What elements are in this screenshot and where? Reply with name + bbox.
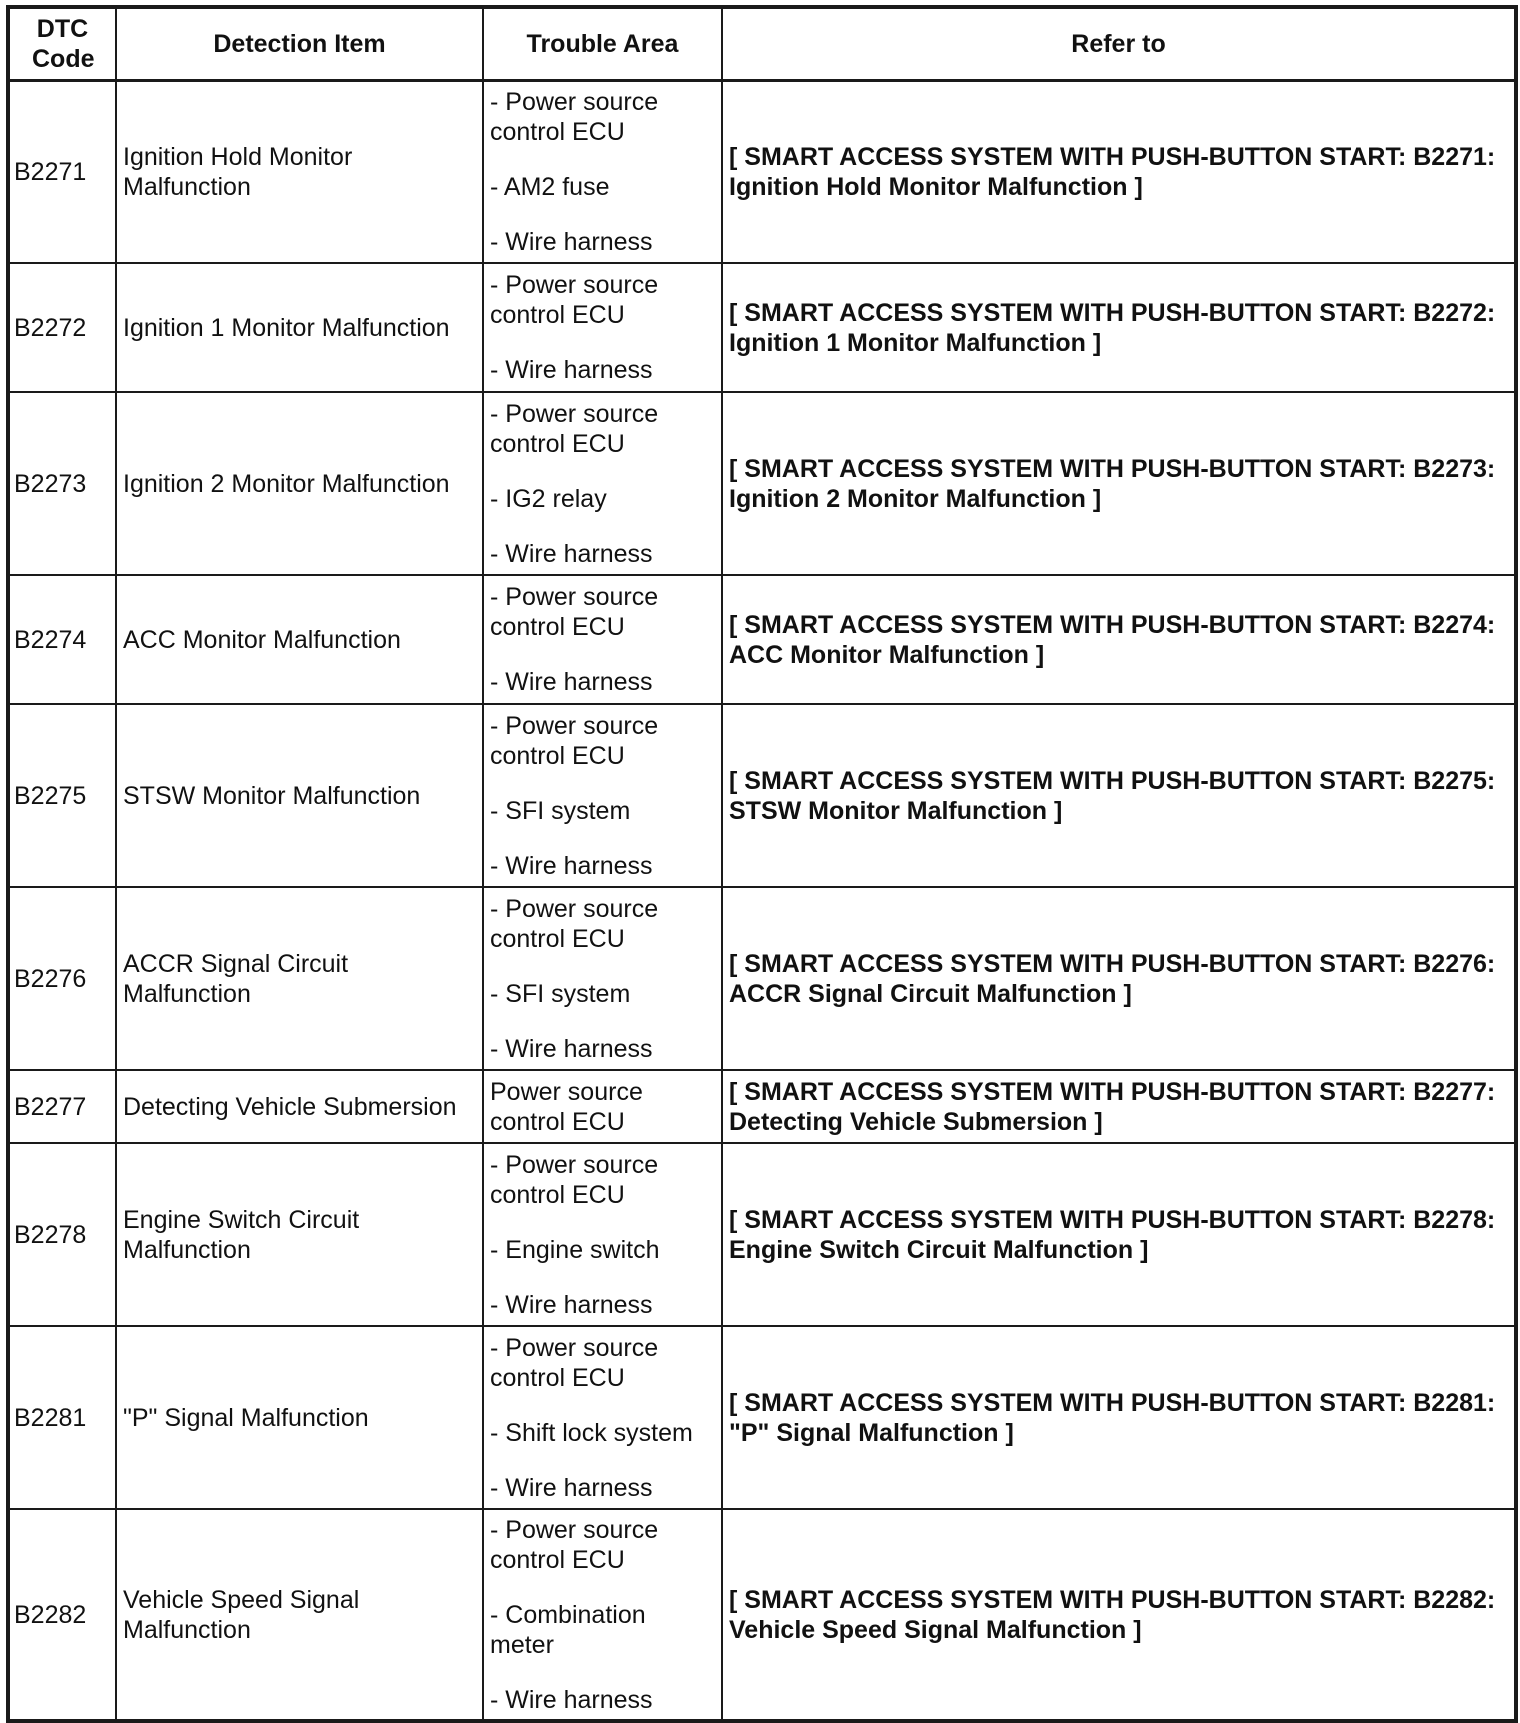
detection-item-cell: Detecting Vehicle Submersion (116, 1070, 483, 1143)
trouble-area-item: - SFI system (490, 979, 631, 1008)
trouble-area-cell (483, 392, 722, 575)
refer-to-link[interactable]: [ SMART ACCESS SYSTEM WITH PUSH-BUTTON START: B2273: Ignition 2 Monitor Malfunction ] (722, 392, 1516, 575)
detection-item-cell: STSW Monitor Malfunction (116, 704, 483, 887)
trouble-area-spacer (490, 330, 715, 355)
trouble-area-item: - IG2 relay (490, 484, 607, 513)
trouble-area-cell (483, 1509, 722, 1721)
dtc-code-cell: B2274 (8, 575, 116, 704)
trouble-area-item: - Engine switch (490, 1235, 660, 1264)
trouble-area-cell (483, 80, 722, 263)
trouble-area-spacer (490, 514, 715, 539)
trouble-area-item: - Power source control ECU (490, 1515, 659, 1574)
refer-to-link[interactable]: [ SMART ACCESS SYSTEM WITH PUSH-BUTTON START: B2272: Ignition 1 Monitor Malfunction ] (722, 263, 1516, 392)
trouble-area-item: Power source control ECU (490, 1077, 643, 1136)
refer-to-link[interactable]: [ SMART ACCESS SYSTEM WITH PUSH-BUTTON START: B2276: ACCR Signal Circuit Malfunction ] (722, 887, 1516, 1070)
detection-item-cell: Vehicle Speed Signal Malfunction (116, 1509, 483, 1721)
detection-item-cell: Engine Switch Circuit Malfunction (116, 1143, 483, 1326)
detection-item-cell: Ignition Hold Monitor Malfunction (116, 80, 483, 263)
trouble-area-spacer (490, 642, 715, 667)
dtc-code-cell: B2277 (8, 1070, 116, 1143)
table-row (8, 80, 1516, 263)
trouble-area-cell (483, 1326, 722, 1509)
table-body (8, 80, 1516, 1721)
trouble-area-spacer (490, 459, 715, 484)
trouble-area-spacer (490, 202, 715, 227)
trouble-area-spacer (490, 1393, 715, 1418)
trouble-area-spacer (490, 771, 715, 796)
trouble-area-item: - Wire harness (490, 227, 653, 256)
header-detection-item: Detection Item (116, 7, 483, 80)
trouble-area-cell (483, 887, 722, 1070)
trouble-area-item: - Combination meter (490, 1600, 646, 1659)
refer-to-link[interactable]: [ SMART ACCESS SYSTEM WITH PUSH-BUTTON START: B2274: ACC Monitor Malfunction ] (722, 575, 1516, 704)
table-row (8, 1070, 1516, 1143)
trouble-area-item: - Power source control ECU (490, 894, 659, 953)
trouble-area-item: - Wire harness (490, 1685, 653, 1714)
trouble-area-item: - Wire harness (490, 668, 653, 696)
trouble-area-item: - Wire harness (490, 356, 653, 384)
dtc-code-cell: B2272 (8, 263, 116, 392)
detection-item-cell: Ignition 2 Monitor Malfunction (116, 392, 483, 575)
refer-to-link[interactable]: [ SMART ACCESS SYSTEM WITH PUSH-BUTTON START: B2277: Detecting Vehicle Submersion ] (722, 1070, 1516, 1143)
trouble-area-item: - Wire harness (490, 539, 653, 568)
dtc-code-cell: B2276 (8, 887, 116, 1070)
dtc-code-cell: B2281 (8, 1326, 116, 1509)
dtc-code-cell: B2282 (8, 1509, 116, 1721)
detection-item-cell: ACC Monitor Malfunction (116, 575, 483, 704)
dtc-code-cell: B2271 (8, 80, 116, 263)
trouble-area-spacer (490, 1575, 715, 1600)
trouble-area-spacer (490, 1265, 715, 1290)
trouble-area-spacer (490, 1009, 715, 1034)
table-row (8, 263, 1516, 392)
refer-to-link[interactable]: [ SMART ACCESS SYSTEM WITH PUSH-BUTTON START: B2281: "P" Signal Malfunction ] (722, 1326, 1516, 1509)
trouble-area-spacer (490, 954, 715, 979)
detection-item-cell: ACCR Signal Circuit Malfunction (116, 887, 483, 1070)
table-row (8, 887, 1516, 1070)
trouble-area-spacer (490, 147, 715, 172)
trouble-area-spacer (490, 1448, 715, 1473)
trouble-area-spacer (490, 1210, 715, 1235)
refer-to-link[interactable]: [ SMART ACCESS SYSTEM WITH PUSH-BUTTON START: B2271: Ignition Hold Monitor Malfunction ] (722, 80, 1516, 263)
refer-to-link[interactable]: [ SMART ACCESS SYSTEM WITH PUSH-BUTTON START: B2275: STSW Monitor Malfunction ] (722, 704, 1516, 887)
dtc-table (6, 5, 1518, 1723)
trouble-area-item: - Wire harness (490, 1290, 653, 1319)
detection-item-cell: "P" Signal Malfunction (116, 1326, 483, 1509)
trouble-area-item: - Power source control ECU (490, 87, 659, 146)
header-refer-to: Refer to (722, 7, 1516, 80)
trouble-area-item: - Shift lock system (490, 1418, 693, 1447)
table-row (8, 1326, 1516, 1509)
trouble-area-item: - Power source control ECU (490, 711, 659, 770)
trouble-area-item: - Wire harness (490, 1473, 653, 1502)
trouble-area-item: - Wire harness (490, 1034, 653, 1063)
table-row (8, 575, 1516, 704)
trouble-area-item: - Wire harness (490, 851, 653, 880)
trouble-area-item: - Power source control ECU (490, 1333, 659, 1392)
header-dtc-code: DTC Code (8, 7, 116, 80)
table-row (8, 392, 1516, 575)
trouble-area-cell (483, 575, 722, 704)
header-trouble-area: Trouble Area (483, 7, 722, 80)
detection-item-cell: Ignition 1 Monitor Malfunction (116, 263, 483, 392)
trouble-area-item: - Power source control ECU (490, 399, 659, 458)
refer-to-link[interactable]: [ SMART ACCESS SYSTEM WITH PUSH-BUTTON START: B2282: Vehicle Speed Signal Malfunction ] (722, 1509, 1516, 1721)
trouble-area-item: - AM2 fuse (490, 172, 610, 201)
header-row (8, 7, 1516, 80)
trouble-area-item: - Power source control ECU (490, 271, 659, 329)
trouble-area-item: - Power source control ECU (490, 583, 659, 641)
trouble-area-item: - Power source control ECU (490, 1150, 659, 1209)
trouble-area-cell (483, 704, 722, 887)
dtc-code-cell: B2278 (8, 1143, 116, 1326)
table-row (8, 704, 1516, 887)
trouble-area-item: - SFI system (490, 796, 631, 825)
dtc-code-cell: B2275 (8, 704, 116, 887)
table-row (8, 1509, 1516, 1721)
trouble-area-spacer (490, 826, 715, 851)
trouble-area-spacer (490, 1660, 715, 1685)
trouble-area-cell (483, 1070, 722, 1143)
trouble-area-cell (483, 263, 722, 392)
refer-to-link[interactable]: [ SMART ACCESS SYSTEM WITH PUSH-BUTTON START: B2278: Engine Switch Circuit Malfunction ] (722, 1143, 1516, 1326)
dtc-code-cell: B2273 (8, 392, 116, 575)
trouble-area-cell (483, 1143, 722, 1326)
table-row (8, 1143, 1516, 1326)
